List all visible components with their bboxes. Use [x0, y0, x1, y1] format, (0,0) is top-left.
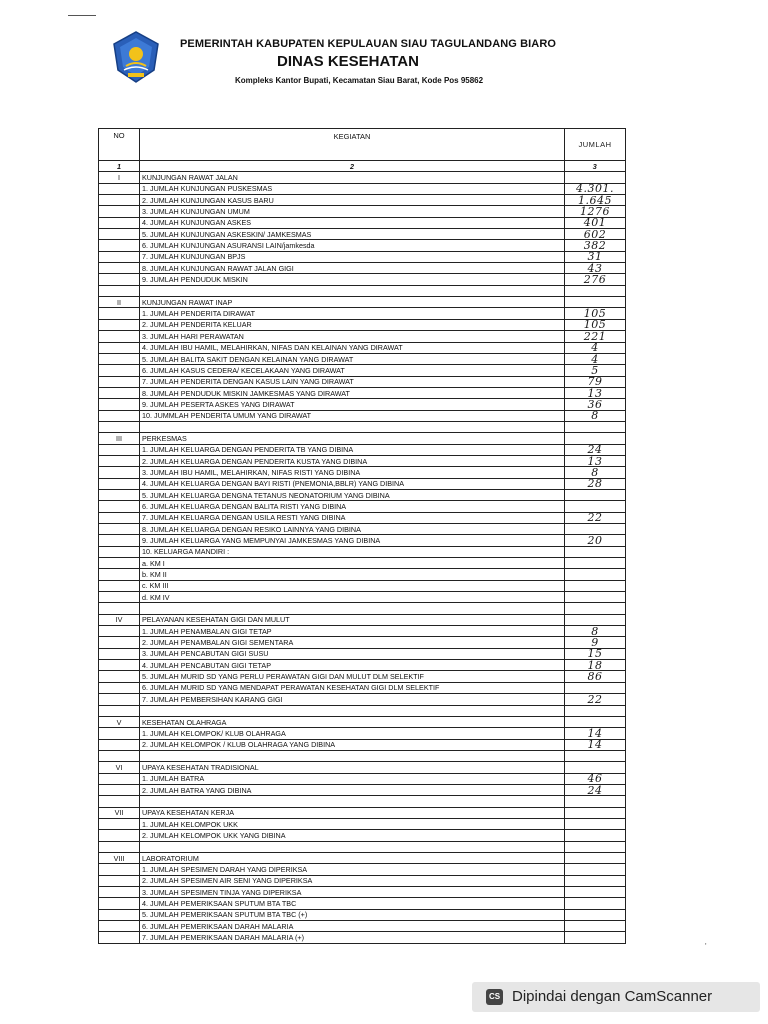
row-kegiatan: 4. JUMLAH KELUARGA DENGAN BAYI RISTI (PNEMONIA,BBLR) YANG DIBINA — [140, 478, 565, 489]
row-no — [99, 387, 140, 398]
row-kegiatan: KUNJUNGAN RAWAT INAP — [140, 297, 565, 308]
row-jumlah — [565, 898, 626, 909]
row-kegiatan — [140, 421, 565, 432]
row-kegiatan: 8. JUMLAH KELUARGA DENGAN RESIKO LAINNYA YANG DIBINA — [140, 524, 565, 535]
regency-emblem-icon — [108, 30, 164, 84]
row-jumlah: 20 — [565, 535, 626, 546]
row-no — [99, 285, 140, 296]
row-no — [99, 467, 140, 478]
row-kegiatan: 7. JUMLAH PENDERITA DENGAN KASUS LAIN YANG DIRAWAT — [140, 376, 565, 387]
row-no — [99, 399, 140, 410]
table-row — [99, 739, 626, 750]
row-jumlah — [565, 546, 626, 557]
row-no — [99, 308, 140, 319]
row-no — [99, 524, 140, 535]
row-kegiatan: 9. JUMLAH PESERTA ASKES YANG DIRAWAT — [140, 399, 565, 410]
row-jumlah — [565, 875, 626, 886]
row-no: VIII — [99, 852, 140, 863]
table-row — [99, 308, 626, 319]
row-kegiatan: 1. JUMLAH KELUARGA DENGAN PENDERITA TB YANG DIBINA — [140, 444, 565, 455]
row-jumlah — [565, 807, 626, 818]
row-jumlah — [565, 433, 626, 444]
row-no — [99, 580, 140, 591]
index-no: 1 — [99, 161, 140, 172]
row-no — [99, 263, 140, 274]
row-kegiatan: 7. JUMLAH PEMERIKSAAN DARAH MALARIA (+) — [140, 932, 565, 943]
row-no: IV — [99, 614, 140, 625]
row-kegiatan: c. KM III — [140, 580, 565, 591]
row-no — [99, 421, 140, 432]
row-no — [99, 784, 140, 795]
government-title: PEMERINTAH KABUPATEN KEPULAUAN SIAU TAGULANDANG BIARO — [180, 38, 557, 50]
table-row — [99, 852, 626, 863]
row-jumlah — [565, 932, 626, 943]
table-row — [99, 626, 626, 637]
table-row — [99, 467, 626, 478]
table-row — [99, 558, 626, 569]
row-kegiatan: 3. JUMLAH KUNJUNGAN UMUM — [140, 206, 565, 217]
table-row — [99, 875, 626, 886]
row-kegiatan: 5. JUMLAH PEMERIKSAAN SPUTUM BTA TBC (+) — [140, 909, 565, 920]
row-kegiatan — [140, 285, 565, 296]
row-no — [99, 558, 140, 569]
row-jumlah — [565, 614, 626, 625]
table-row — [99, 535, 626, 546]
row-no: VI — [99, 762, 140, 773]
table-row — [99, 614, 626, 625]
table-row — [99, 648, 626, 659]
table-row — [99, 387, 626, 398]
row-jumlah: 5 — [565, 365, 626, 376]
row-kegiatan — [140, 841, 565, 852]
row-no — [99, 648, 140, 659]
row-kegiatan: 7. JUMLAH PEMBERSIHAN KARANG GIGI — [140, 694, 565, 705]
row-kegiatan: 1. JUMLAH KELOMPOK UKK — [140, 818, 565, 829]
row-kegiatan: 4. JUMLAH PEMERIKSAAN SPUTUM BTA TBC — [140, 898, 565, 909]
table-row — [99, 195, 626, 206]
table-row — [99, 660, 626, 671]
row-jumlah — [565, 830, 626, 841]
row-no: V — [99, 716, 140, 727]
row-jumlah: 602 — [565, 229, 626, 240]
row-kegiatan: 4. JUMLAH KUNJUNGAN ASKES — [140, 217, 565, 228]
row-jumlah: 8 — [565, 626, 626, 637]
row-no — [99, 921, 140, 932]
row-jumlah — [565, 750, 626, 761]
row-no — [99, 728, 140, 739]
table-row — [99, 433, 626, 444]
table-row — [99, 784, 626, 795]
row-no — [99, 251, 140, 262]
row-jumlah: 31 — [565, 251, 626, 262]
row-no — [99, 331, 140, 342]
row-no — [99, 535, 140, 546]
row-kegiatan: 5. JUMLAH BALITA SAKIT DENGAN KELAINAN YANG DIRAWAT — [140, 353, 565, 364]
row-jumlah: 1.645 — [565, 195, 626, 206]
row-kegiatan: 3. JUMLAH IBU HAMIL, MELAHIRKAN, NIFAS RISTI YANG DIBINA — [140, 467, 565, 478]
row-jumlah — [565, 285, 626, 296]
row-kegiatan: 1. JUMLAH BATRA — [140, 773, 565, 784]
row-jumlah — [565, 705, 626, 716]
row-jumlah: 14 — [565, 739, 626, 750]
table-row — [99, 818, 626, 829]
row-no — [99, 932, 140, 943]
row-jumlah: 401 — [565, 217, 626, 228]
row-kegiatan: 1. JUMLAH KELOMPOK/ KLUB OLAHRAGA — [140, 728, 565, 739]
row-kegiatan: 2. JUMLAH KELUARGA DENGAN PENDERITA KUSTA YANG DIBINA — [140, 455, 565, 466]
row-jumlah: 13 — [565, 387, 626, 398]
table-row — [99, 603, 626, 614]
row-no — [99, 206, 140, 217]
row-no — [99, 694, 140, 705]
table-header-row — [99, 129, 626, 161]
row-no — [99, 830, 140, 841]
row-no — [99, 660, 140, 671]
table-row — [99, 183, 626, 194]
row-no — [99, 489, 140, 500]
row-jumlah: 105 — [565, 308, 626, 319]
table-row — [99, 399, 626, 410]
row-kegiatan: LABORATORIUM — [140, 852, 565, 863]
table-row — [99, 569, 626, 580]
row-no — [99, 274, 140, 285]
row-kegiatan: KESEHATAN OLAHRAGA — [140, 716, 565, 727]
row-no — [99, 637, 140, 648]
row-jumlah: 4 — [565, 342, 626, 353]
table-row — [99, 546, 626, 557]
row-no — [99, 887, 140, 898]
row-kegiatan: 4. JUMLAH PENCABUTAN GIGI TETAP — [140, 660, 565, 671]
table-row — [99, 421, 626, 432]
row-no — [99, 671, 140, 682]
table-row — [99, 285, 626, 296]
table-row — [99, 671, 626, 682]
header-jumlah: JUMLAH — [565, 129, 626, 161]
row-kegiatan — [140, 705, 565, 716]
table-row — [99, 297, 626, 308]
row-kegiatan: 7. JUMLAH KUNJUNGAN BPJS — [140, 251, 565, 262]
row-no — [99, 240, 140, 251]
table-row — [99, 444, 626, 455]
table-row — [99, 365, 626, 376]
table-row — [99, 728, 626, 739]
row-kegiatan: 10. JUMMLAH PENDERITA UMUM YANG DIRAWAT — [140, 410, 565, 421]
row-jumlah: 24 — [565, 444, 626, 455]
row-no — [99, 512, 140, 523]
row-kegiatan: 6. JUMLAH KASUS CEDERA/ KECELAKAAN YANG DIRAWAT — [140, 365, 565, 376]
row-kegiatan: PERKESMAS — [140, 433, 565, 444]
row-no — [99, 444, 140, 455]
row-kegiatan: 1. JUMLAH SPESIMEN DARAH YANG DIPERIKSA — [140, 864, 565, 875]
row-no — [99, 217, 140, 228]
row-jumlah — [565, 762, 626, 773]
row-kegiatan: 2. JUMLAH BATRA YANG DIBINA — [140, 784, 565, 795]
table-row — [99, 217, 626, 228]
row-jumlah — [565, 524, 626, 535]
row-no — [99, 739, 140, 750]
row-kegiatan: UPAYA KESEHATAN KERJA — [140, 807, 565, 818]
row-jumlah: 36 — [565, 399, 626, 410]
row-kegiatan: 3. JUMLAH HARI PERAWATAN — [140, 331, 565, 342]
row-no — [99, 229, 140, 240]
table-row — [99, 898, 626, 909]
row-jumlah — [565, 489, 626, 500]
row-kegiatan: 6. JUMLAH PEMERIKSAAN DARAH MALARIA — [140, 921, 565, 932]
row-kegiatan — [140, 750, 565, 761]
row-no — [99, 705, 140, 716]
row-kegiatan: 5. JUMLAH MURID SD YANG PERLU PERAWATAN GIGI DAN MULUT DLM SELEKTIF — [140, 671, 565, 682]
row-kegiatan — [140, 796, 565, 807]
table-row — [99, 592, 626, 603]
table-row — [99, 694, 626, 705]
row-kegiatan: 6. JUMLAH KELUARGA DENGAN BALITA RISTI YANG DIBINA — [140, 501, 565, 512]
table-row — [99, 478, 626, 489]
row-no — [99, 626, 140, 637]
row-no — [99, 796, 140, 807]
table-row — [99, 263, 626, 274]
row-jumlah: 13 — [565, 455, 626, 466]
table-index-row — [99, 161, 626, 172]
index-kegiatan: 2 — [140, 161, 565, 172]
table-row — [99, 716, 626, 727]
row-no — [99, 682, 140, 693]
row-jumlah: 9 — [565, 637, 626, 648]
table-row — [99, 172, 626, 183]
row-no — [99, 773, 140, 784]
row-kegiatan: 3. JUMLAH SPESIMEN TINJA YANG DIPERIKSA — [140, 887, 565, 898]
table-row — [99, 909, 626, 920]
row-jumlah: 46 — [565, 773, 626, 784]
table-row — [99, 580, 626, 591]
table-row — [99, 682, 626, 693]
row-jumlah — [565, 921, 626, 932]
row-no — [99, 569, 140, 580]
row-jumlah — [565, 864, 626, 875]
row-jumlah — [565, 796, 626, 807]
activity-table — [98, 128, 626, 944]
table-row — [99, 921, 626, 932]
row-kegiatan: UPAYA KESEHATAN TRADISIONAL — [140, 762, 565, 773]
row-kegiatan: 3. JUMLAH PENCABUTAN GIGI SUSU — [140, 648, 565, 659]
table-row — [99, 705, 626, 716]
row-no — [99, 376, 140, 387]
row-kegiatan: 1. JUMLAH PENDERITA DIRAWAT — [140, 308, 565, 319]
table-row — [99, 251, 626, 262]
row-jumlah — [565, 580, 626, 591]
table-row — [99, 841, 626, 852]
row-jumlah: 105 — [565, 319, 626, 330]
table-row — [99, 319, 626, 330]
table-row — [99, 796, 626, 807]
row-jumlah — [565, 592, 626, 603]
row-no — [99, 410, 140, 421]
table-row — [99, 864, 626, 875]
row-jumlah — [565, 852, 626, 863]
row-kegiatan: 7. JUMLAH KELUARGA DENGAN USILA RESTI YANG DIBINA — [140, 512, 565, 523]
header-kegiatan: KEGIATAN — [140, 129, 565, 161]
row-jumlah: 221 — [565, 331, 626, 342]
row-no — [99, 546, 140, 557]
row-kegiatan: 2. JUMLAH PENAMBALAN GIGI SEMENTARA — [140, 637, 565, 648]
table-row — [99, 331, 626, 342]
row-no — [99, 319, 140, 330]
row-kegiatan: d. KM IV — [140, 592, 565, 603]
row-jumlah: 4.301. — [565, 183, 626, 194]
table-row — [99, 342, 626, 353]
row-no: III — [99, 433, 140, 444]
table-row — [99, 762, 626, 773]
table-row — [99, 240, 626, 251]
row-jumlah: 1276 — [565, 206, 626, 217]
row-no: VII — [99, 807, 140, 818]
row-no — [99, 909, 140, 920]
row-kegiatan: 9. JUMLAH KELUARGA YANG MEMPUNYAI JAMKESMAS YANG DIBINA — [140, 535, 565, 546]
row-jumlah — [565, 569, 626, 580]
row-jumlah — [565, 841, 626, 852]
row-kegiatan: PELAYANAN KESEHATAN GIGI DAN MULUT — [140, 614, 565, 625]
row-kegiatan: KUNJUNGAN RAWAT JALAN — [140, 172, 565, 183]
row-kegiatan: 6. JUMLAH KUNJUNGAN ASURANSI LAIN/jamkesda — [140, 240, 565, 251]
row-jumlah — [565, 682, 626, 693]
row-kegiatan: 9. JUMLAH PENDUDUK MISKIN — [140, 274, 565, 285]
table-row — [99, 353, 626, 364]
row-no: II — [99, 297, 140, 308]
row-no — [99, 195, 140, 206]
row-kegiatan: 8. JUMLAH PENDUDUK MISKIN JAMKESMAS YANG DIRAWAT — [140, 387, 565, 398]
row-jumlah: 22 — [565, 512, 626, 523]
row-jumlah: 86 — [565, 671, 626, 682]
row-kegiatan: b. KM II — [140, 569, 565, 580]
row-kegiatan: a. KM I — [140, 558, 565, 569]
row-no — [99, 478, 140, 489]
row-jumlah — [565, 501, 626, 512]
row-jumlah: 8 — [565, 467, 626, 478]
row-kegiatan: 1. JUMLAH KUNJUNGAN PUSKESMAS — [140, 183, 565, 194]
header-no: NO — [99, 129, 140, 161]
row-no — [99, 183, 140, 194]
row-jumlah — [565, 887, 626, 898]
row-kegiatan — [140, 603, 565, 614]
row-no — [99, 818, 140, 829]
row-jumlah: 79 — [565, 376, 626, 387]
row-no — [99, 898, 140, 909]
row-kegiatan: 2. JUMLAH PENDERITA KELUAR — [140, 319, 565, 330]
row-kegiatan: 2. JUMLAH SPESIMEN AIR SENI YANG DIPERIKSA — [140, 875, 565, 886]
table-row — [99, 274, 626, 285]
row-no — [99, 592, 140, 603]
row-no — [99, 501, 140, 512]
table-row — [99, 455, 626, 466]
row-jumlah: 43 — [565, 263, 626, 274]
row-kegiatan: 2. JUMLAH KELOMPOK / KLUB OLAHRAGA YANG DIBINA — [140, 739, 565, 750]
row-jumlah — [565, 716, 626, 727]
row-jumlah — [565, 818, 626, 829]
row-jumlah: 18 — [565, 660, 626, 671]
table-row — [99, 524, 626, 535]
row-kegiatan: 8. JUMLAH KUNJUNGAN RAWAT JALAN GIGI — [140, 263, 565, 274]
row-jumlah: 24 — [565, 784, 626, 795]
table-row — [99, 807, 626, 818]
index-jumlah: 3 — [565, 161, 626, 172]
row-kegiatan: 10. KELUARGA MANDIRI : — [140, 546, 565, 557]
row-jumlah: 28 — [565, 478, 626, 489]
row-jumlah: 22 — [565, 694, 626, 705]
table-row — [99, 932, 626, 943]
row-jumlah — [565, 421, 626, 432]
table-row — [99, 376, 626, 387]
agency-address: Kompleks Kantor Bupati, Kecamatan Siau Barat, Kode Pos 95862 — [235, 76, 484, 85]
table-row — [99, 830, 626, 841]
table-row — [99, 229, 626, 240]
table-row — [99, 773, 626, 784]
row-jumlah: 14 — [565, 728, 626, 739]
row-no — [99, 365, 140, 376]
camscanner-icon: CS — [486, 989, 503, 1005]
row-kegiatan: 4. JUMLAH IBU HAMIL, MELAHIRKAN, NIFAS DAN KELAINAN YANG DIRAWAT — [140, 342, 565, 353]
camscanner-watermark — [472, 982, 760, 1012]
table-row — [99, 489, 626, 500]
row-jumlah: 382 — [565, 240, 626, 251]
row-jumlah — [565, 603, 626, 614]
row-kegiatan: 5. JUMLAH KELUARGA DENGNA TETANUS NEONATORIUM YANG DIBINA — [140, 489, 565, 500]
row-no — [99, 603, 140, 614]
table-row — [99, 501, 626, 512]
row-no — [99, 750, 140, 761]
row-kegiatan: 5. JUMLAH KUNJUNGAN ASKESKIN/ JAMKESMAS — [140, 229, 565, 240]
row-jumlah — [565, 297, 626, 308]
row-kegiatan: 2. JUMLAH KELOMPOK UKK YANG DIBINA — [140, 830, 565, 841]
scan-speck: ' — [705, 942, 707, 951]
row-kegiatan: 1. JUMLAH PENAMBALAN GIGI TETAP — [140, 626, 565, 637]
row-jumlah: 15 — [565, 648, 626, 659]
row-kegiatan: 2. JUMLAH KUNJUNGAN KASUS BARU — [140, 195, 565, 206]
row-no — [99, 841, 140, 852]
row-jumlah — [565, 558, 626, 569]
row-kegiatan: 6. JUMLAH MURID SD YANG MENDAPAT PERAWATAN KESEHATAN GIGI DLM SELEKTIF — [140, 682, 565, 693]
row-jumlah — [565, 909, 626, 920]
camscanner-text: Dipindai dengan CamScanner — [512, 988, 713, 1005]
table-row — [99, 512, 626, 523]
row-jumlah: 276 — [565, 274, 626, 285]
row-jumlah: 8 — [565, 410, 626, 421]
row-no — [99, 864, 140, 875]
scan-mark — [68, 15, 96, 16]
row-jumlah: 4 — [565, 353, 626, 364]
table-row — [99, 206, 626, 217]
table-row — [99, 637, 626, 648]
table-row — [99, 887, 626, 898]
row-no: I — [99, 172, 140, 183]
row-no — [99, 342, 140, 353]
row-no — [99, 353, 140, 364]
agency-title: DINAS KESEHATAN — [277, 53, 419, 70]
table-row — [99, 410, 626, 421]
row-jumlah — [565, 172, 626, 183]
table-row — [99, 750, 626, 761]
row-no — [99, 455, 140, 466]
row-no — [99, 875, 140, 886]
